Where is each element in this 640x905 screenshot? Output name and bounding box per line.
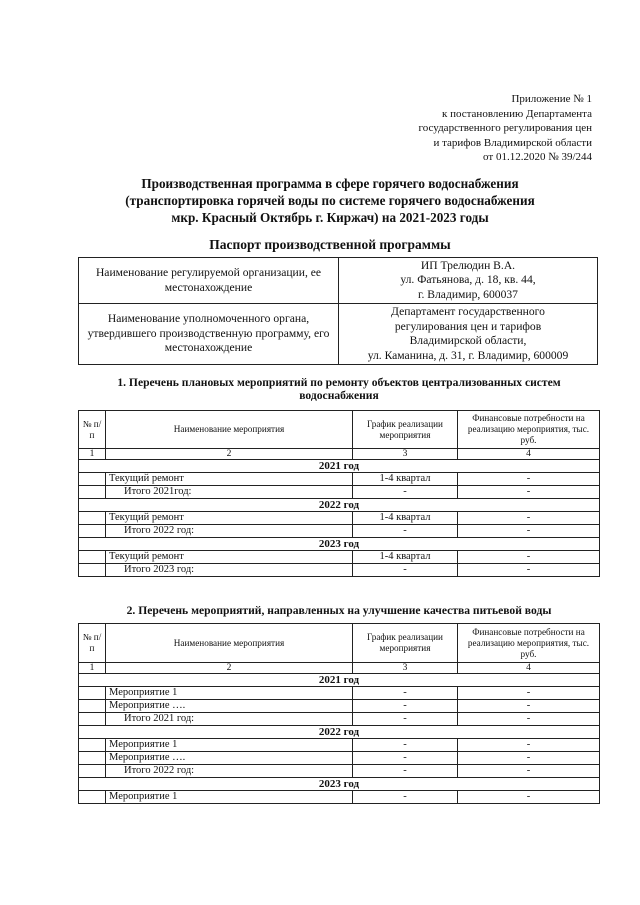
passport-row-organization <box>79 258 598 304</box>
appendix-line: к постановлению Департамента <box>441 107 592 120</box>
measure-name: Мероприятие 1 <box>106 791 353 804</box>
measure-schedule: 1-4 квартал <box>353 512 458 525</box>
total-finance: - <box>458 765 600 778</box>
total-row <box>79 525 600 538</box>
header-schedule: График реализации мероприятия <box>353 411 458 449</box>
empty-cell <box>79 473 106 486</box>
value-line: ул. Фатьянова, д. 18, кв. 44, <box>400 273 536 287</box>
table-row <box>79 551 600 564</box>
col-number: 3 <box>353 449 458 460</box>
empty-cell <box>79 687 106 700</box>
title-line: (транспортировка горячей воды по системе горячего водоснабжения <box>125 193 535 208</box>
empty-cell <box>79 525 106 538</box>
passport-row-authority <box>79 304 598 365</box>
measure-schedule: 1-4 квартал <box>353 473 458 486</box>
measure-schedule: 1-4 квартал <box>353 551 458 564</box>
total-row <box>79 564 600 577</box>
header-name: Наименование мероприятия <box>106 411 353 449</box>
header-finance: Финансовые потребности на реализацию мероприятия, тыс. руб. <box>458 411 600 449</box>
year-label: 2023 год <box>79 778 600 791</box>
year-row <box>79 460 600 473</box>
empty-cell <box>79 486 106 499</box>
passport-value <box>339 304 598 365</box>
empty-cell <box>79 551 106 564</box>
measure-finance: - <box>458 700 600 713</box>
table-row <box>79 700 600 713</box>
year-row <box>79 726 600 739</box>
year-label: 2021 год <box>79 460 600 473</box>
col-number: 1 <box>79 449 106 460</box>
total-label: Итого 2022 год: <box>106 525 353 538</box>
measure-finance: - <box>458 687 600 700</box>
appendix-line: от 01.12.2020 № 39/244 <box>483 151 592 163</box>
total-schedule: - <box>353 486 458 499</box>
col-number: 4 <box>458 449 600 460</box>
water-quality-table <box>78 623 600 804</box>
total-finance: - <box>458 564 600 577</box>
empty-cell <box>79 564 106 577</box>
empty-cell <box>79 739 106 752</box>
col-number: 3 <box>353 663 458 674</box>
measure-finance: - <box>458 551 600 564</box>
table-row <box>79 739 600 752</box>
empty-cell <box>79 713 106 726</box>
table-row <box>79 752 600 765</box>
total-schedule: - <box>353 525 458 538</box>
total-schedule: - <box>353 713 458 726</box>
measure-finance: - <box>458 512 600 525</box>
measure-schedule: - <box>353 700 458 713</box>
measure-name: Текущий ремонт <box>106 473 353 486</box>
header-name: Наименование мероприятия <box>106 624 353 663</box>
table-header <box>79 411 600 449</box>
col-number: 2 <box>106 663 353 674</box>
year-label: 2021 год <box>79 674 600 687</box>
measure-finance: - <box>458 791 600 804</box>
passport-label: Наименование уполномоченного органа, утвердившего производственную программу, его местонахождение <box>79 304 339 365</box>
empty-cell <box>79 765 106 778</box>
passport-label: Наименование регулируемой организации, ее местонахождение <box>79 258 339 304</box>
col-number: 1 <box>79 663 106 674</box>
total-label: Итого 2022 год: <box>106 765 353 778</box>
table-row <box>79 512 600 525</box>
value-line: ИП Трелюдин В.А. <box>420 258 516 272</box>
title-line: Производственная программа в сфере горячего водоснабжения <box>141 176 519 191</box>
empty-cell <box>79 752 106 765</box>
total-schedule: - <box>353 765 458 778</box>
measure-finance: - <box>458 739 600 752</box>
total-finance: - <box>458 486 600 499</box>
year-row <box>79 499 600 512</box>
value-line: Департамент государственного <box>391 305 545 318</box>
section-title-line: водоснабжения <box>299 389 379 402</box>
appendix-line: и тарифов Владимирской области <box>433 136 592 149</box>
header-schedule: График реализации мероприятия <box>353 624 458 663</box>
measure-finance: - <box>458 752 600 765</box>
total-schedule: - <box>353 564 458 577</box>
total-label: Итого 2021 год: <box>106 713 353 726</box>
header-finance: Финансовые потребности на реализацию мероприятия, тыс. руб. <box>458 624 600 663</box>
empty-cell <box>79 791 106 804</box>
section1-title <box>78 376 600 402</box>
table-header <box>79 624 600 663</box>
total-finance: - <box>458 713 600 726</box>
year-row <box>79 538 600 551</box>
measure-schedule: - <box>353 791 458 804</box>
appendix-header <box>419 92 592 165</box>
document-title <box>60 175 600 226</box>
total-label: Итого 2021год: <box>106 486 353 499</box>
total-label: Итого 2023 год: <box>106 564 353 577</box>
col-number: 4 <box>458 663 600 674</box>
section2-title: 2. Перечень мероприятий, направленных на улучшение качества питьевой воды <box>126 604 552 617</box>
total-finance: - <box>458 525 600 538</box>
empty-cell <box>79 512 106 525</box>
measure-name: Текущий ремонт <box>106 551 353 564</box>
measure-name: Мероприятие 1 <box>106 739 353 752</box>
empty-cell <box>79 700 106 713</box>
passport-table <box>78 257 598 365</box>
column-numbers-row <box>79 663 600 674</box>
year-label: 2023 год <box>79 538 600 551</box>
column-numbers-row <box>79 449 600 460</box>
year-label: 2022 год <box>79 726 600 739</box>
table-row <box>79 687 600 700</box>
value-line: регулирования цен и тарифов <box>394 319 542 333</box>
measure-name: Мероприятие 1 <box>106 687 353 700</box>
year-row <box>79 778 600 791</box>
appendix-line: государственного регулирования цен <box>418 122 592 134</box>
col-number: 2 <box>106 449 353 460</box>
value-line: ул. Каманина, д. 31, г. Владимир, 600009 <box>367 348 569 362</box>
header-num: № п/п <box>79 411 106 449</box>
title-line: мкр. Красный Октябрь г. Киржач) на 2021-2023 годы <box>171 210 489 225</box>
header-num: № п/п <box>79 624 106 663</box>
total-row <box>79 486 600 499</box>
year-row <box>79 674 600 687</box>
measure-finance: - <box>458 473 600 486</box>
measure-schedule: - <box>353 687 458 700</box>
year-label: 2022 год <box>79 499 600 512</box>
measure-name: Текущий ремонт <box>106 512 353 525</box>
measure-name: Мероприятие …. <box>106 752 353 765</box>
total-row <box>79 765 600 778</box>
value-line: г. Владимир, 600037 <box>418 287 518 301</box>
appendix-line: Приложение № 1 <box>511 93 592 105</box>
passport-heading: Паспорт производственной программы <box>209 237 451 252</box>
value-line: Владимирской области, <box>409 334 527 347</box>
measure-schedule: - <box>353 739 458 752</box>
section-title-line: 1. Перечень плановых мероприятий по ремонту объектов централизованных систем <box>117 376 561 389</box>
table-row <box>79 473 600 486</box>
total-row <box>79 713 600 726</box>
measure-name: Мероприятие …. <box>106 700 353 713</box>
repair-plan-table <box>78 410 600 577</box>
table-row <box>79 791 600 804</box>
passport-value <box>339 258 598 304</box>
measure-schedule: - <box>353 752 458 765</box>
